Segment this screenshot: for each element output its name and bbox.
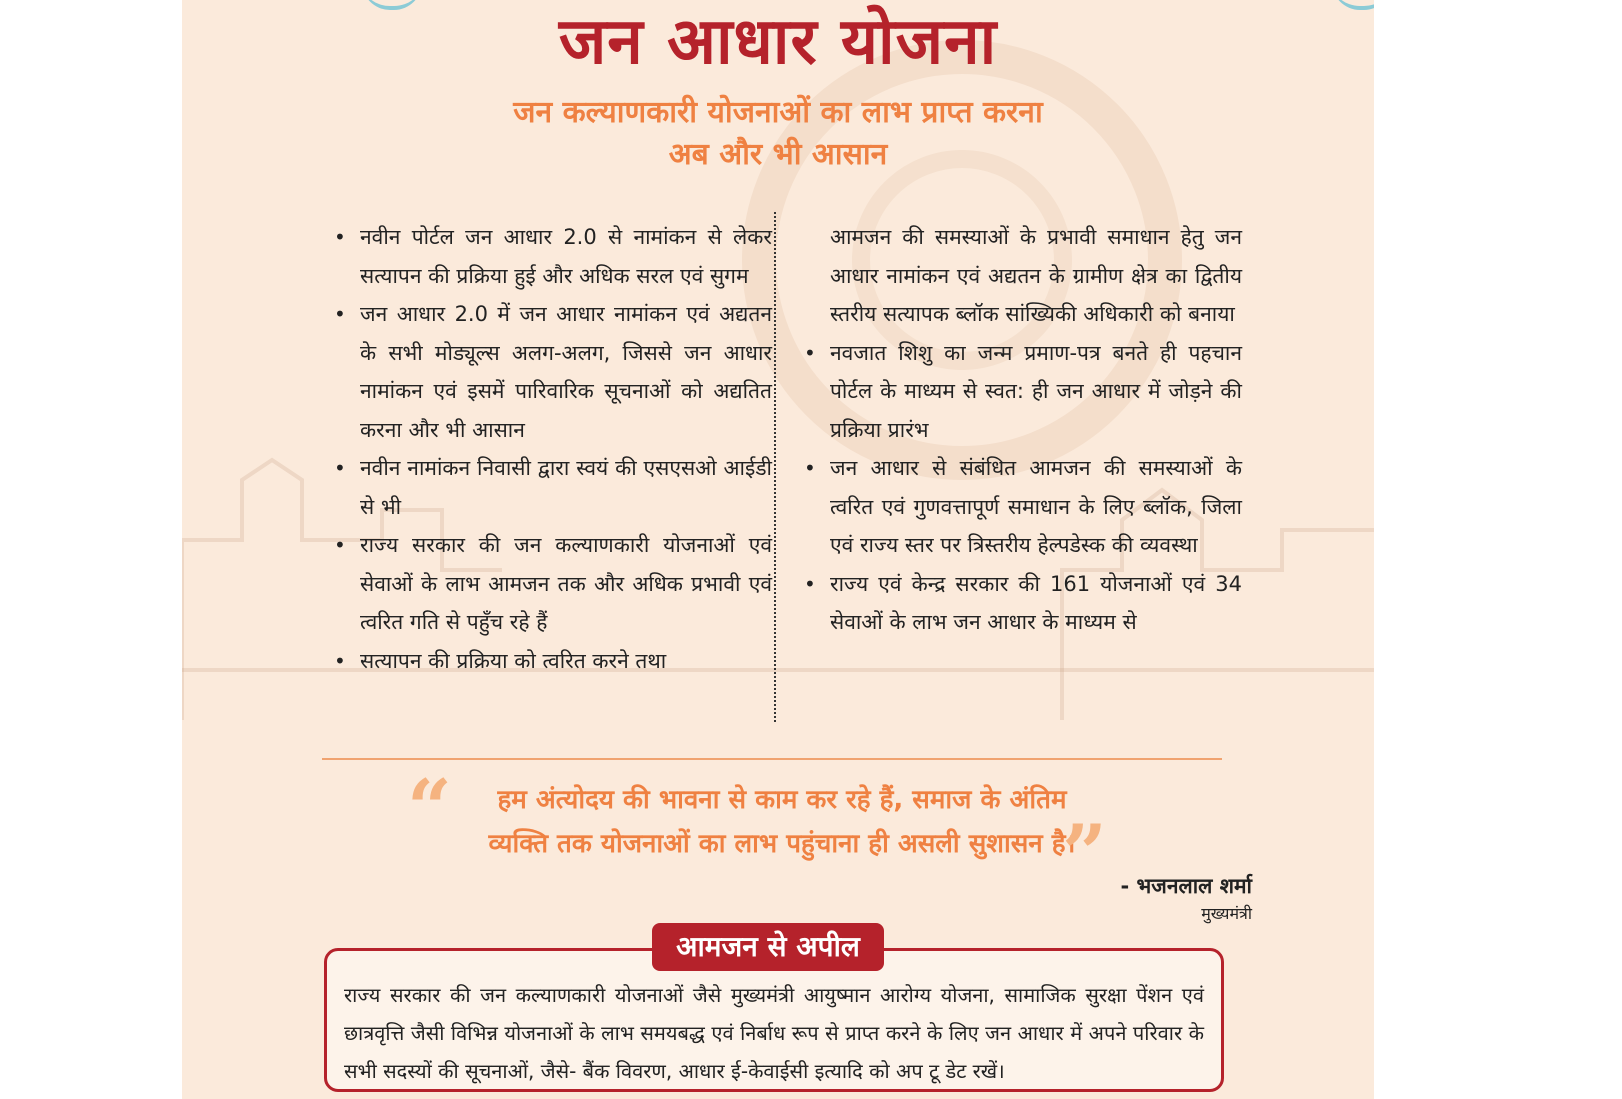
list-item: • नवीन पोर्टल जन आधार 2.0 से नामांकन से लेकर सत्यापन की प्रक्रिया हुई और अधिक सरल एवं सुगम — [332, 218, 772, 295]
section-divider — [322, 758, 1222, 760]
list-item: • नवीन नामांकन निवासी द्वारा स्वयं की एसएसओ आईडी से भी — [332, 449, 772, 526]
quote-open-icon: “ — [407, 763, 452, 854]
column-divider — [774, 212, 776, 722]
left-column — [332, 218, 772, 680]
list-item: • जन आधार से संबंधित आमजन की समस्याओं के त्वरित एवं गुणवत्तापूर्ण समाधान के लिए ब्लॉक, जिला एवं राज्य स्तर पर त्रिस्तरीय हेल्पडेस्क की व्यवस्था — [802, 449, 1242, 565]
quote-author: - भजनलाल शर्मा — [1120, 874, 1252, 898]
list-item: • नवजात शिशु का जन्म प्रमाण-पत्र बनते ही पहचान पोर्टल के माध्यम से स्वत: ही जन आधार में जोड़ने की प्रक्रिया प्रारंभ — [802, 334, 1242, 450]
continued-item: आमजन की समस्याओं के प्रभावी समाधान हेतु जन आधार नामांकन एवं अद्यतन के ग्रामीण क्षेत्र का द्वितीय स्तरीय सत्यापक ब्लॉक सांख्यिकी अधिकारी को बनाया — [830, 225, 1242, 326]
quote-line-1: हम अंत्योदय की भावना से काम कर रहे हैं, समाज के अंतिम — [497, 785, 1067, 815]
subtitle — [182, 92, 1374, 176]
appeal-title: आमजन से अपील — [652, 923, 884, 971]
page-title: जन आधार योजना — [558, 5, 998, 79]
right-column — [802, 218, 1242, 642]
list-item: • जन आधार 2.0 में जन आधार नामांकन एवं अद्यतन के सभी मोड्यूल्स अलग-अलग, जिससे जन आधार नामांकन एवं इसमें पारिवारिक सूचनाओं को अद्यतित करना और भी आसान — [332, 295, 772, 449]
list-item: • राज्य एवं केन्द्र सरकार की 161 योजनाओं एवं 34 सेवाओं के लाभ जन आधार के माध्यम से — [802, 565, 1242, 642]
advertisement-page — [182, 0, 1374, 1099]
chief-minister-quote — [432, 778, 1132, 866]
quote-close-icon: ” — [1062, 808, 1107, 899]
right-feature-list — [802, 334, 1242, 642]
left-feature-list — [332, 218, 772, 680]
quote-author-role: मुख्यमंत्री — [1201, 904, 1252, 923]
feature-columns — [332, 218, 1374, 718]
subtitle-line-2: अब और भी आसान — [668, 137, 888, 172]
quote-line-2: व्यक्ति तक योजनाओं का लाभ पहुंचाना ही असली सुशासन है। — [488, 829, 1076, 859]
appeal-text: राज्य सरकार की जन कल्याणकारी योजनाओं जैसे मुख्यमंत्री आयुष्मान आरोग्य योजना, सामाजिक सुरक्षा पेंशन एवं छात्रवृत्ति जैसी विभिन्न योजनाओं के लाभ समयबद्ध एवं निर्बाध रूप से प्राप्त करने के लिए जन आधार में अपने परिवार के सभी सदस्यों की सूचनाओं, जैसे- बैंक विवरण, आधार ई-केवाईसी इत्यादि को अप टू डेट रखें। — [344, 983, 1204, 1083]
subtitle-line-1: जन कल्याणकारी योजनाओं का लाभ प्राप्त करना — [513, 95, 1043, 130]
list-item: • सत्यापन की प्रक्रिया को त्वरित करने तथा — [332, 642, 772, 681]
list-item: • राज्य सरकार की जन कल्याणकारी योजनाओं एवं सेवाओं के लाभ आमजन तक और अधिक प्रभावी एवं त्वरित गति से पहुँच रहे हैं — [332, 526, 772, 642]
